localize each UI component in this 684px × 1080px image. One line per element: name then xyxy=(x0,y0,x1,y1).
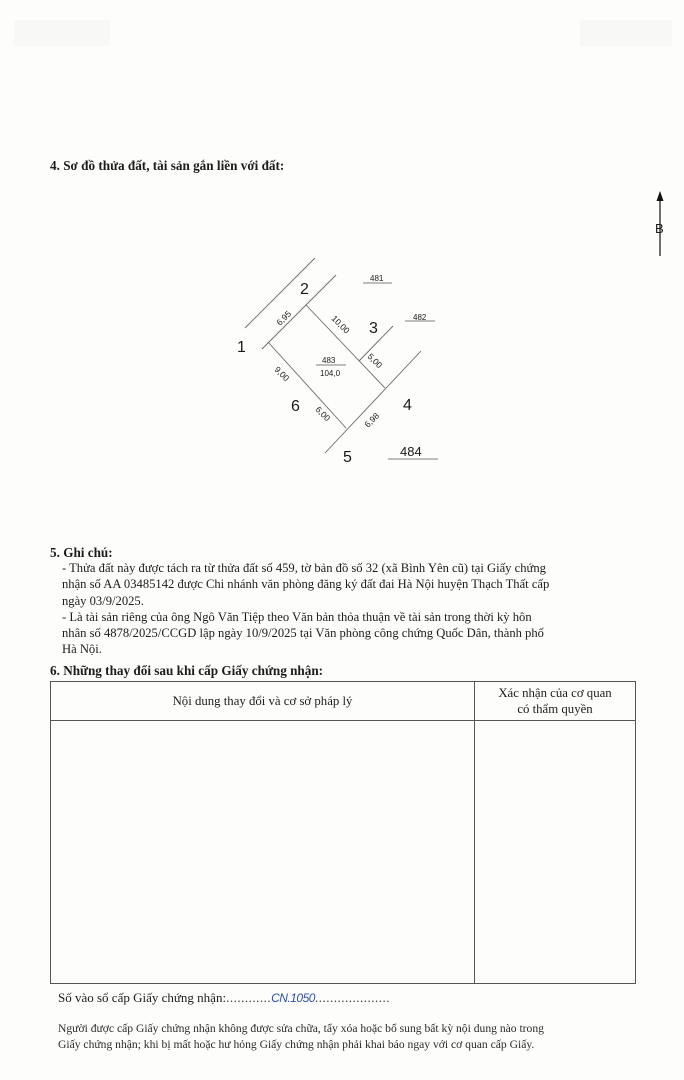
changes-content-cell xyxy=(51,721,475,984)
neighbor-482 xyxy=(405,313,435,322)
vertex-4: 4 xyxy=(403,397,412,414)
section-4-heading: 4. Sơ đồ thửa đất, tài sản gắn liền với đất: xyxy=(50,158,285,173)
warning-line-1: Người được cấp Giấy chứng nhận không được sửa chữa, tẩy xóa hoặc bổ sung bất kỳ nội dung nào trong xyxy=(58,1022,544,1035)
north-arrow-icon xyxy=(655,191,664,256)
note-2-line-3: Hà Nội. xyxy=(62,642,102,657)
col-header-confirmation-line-1: Xác nhận của cơ quan xyxy=(498,686,612,700)
changes-table xyxy=(50,681,636,984)
col-header-confirmation-line-2: có thẩm quyền xyxy=(517,702,593,716)
changes-confirmation-cell xyxy=(475,721,636,984)
edge-length-2-3: 10,00 xyxy=(329,313,352,336)
parcel-area: 104,0 xyxy=(320,369,341,378)
section-6-heading: 6. Những thay đổi sau khi cấp Giấy chứng nhận: xyxy=(50,663,324,678)
edge-length-1-2: 6,95 xyxy=(274,308,294,328)
notes-list xyxy=(50,560,650,658)
note-2-line-1: - Là tài sản riêng của ông Ngô Văn Tiệp theo Văn bản thỏa thuận về tài sản trong thời kỳ hôn xyxy=(62,609,532,624)
svg-text:482: 482 xyxy=(413,313,427,322)
registration-label: Số vào sổ cấp Giấy chứng nhận: xyxy=(58,990,227,1005)
note-2-line-2: nhân số 4878/2025/CCGD lập ngày 10/9/2025 tại Văn phòng công chứng Quốc Dân, thành phố xyxy=(62,626,544,641)
col-header-confirmation xyxy=(475,682,636,721)
parcel-id: 483 xyxy=(322,356,336,365)
edge-length-5-6: 6,00 xyxy=(313,404,333,424)
north-label: B xyxy=(655,221,664,236)
warning-line-2: Giấy chứng nhận; khi bị mất hoặc hư hỏng Giấy chứng nhận phải khai báo ngay với cơ quan cấp Giấy. xyxy=(58,1037,535,1051)
note-1-line-3: ngày 03/9/2025. xyxy=(62,593,144,608)
svg-text:484: 484 xyxy=(400,444,422,459)
changes-table-header xyxy=(51,682,636,721)
note-1-line-2: nhận số AA 03485142 được Chi nhánh văn phòng đăng ký đất đai Hà Nội huyện Thạch Thất cấp xyxy=(62,577,550,592)
registration-number-value: CN.1050 xyxy=(271,991,315,1005)
edge-length-3-4: 5,00 xyxy=(365,351,385,371)
land-parcel-diagram xyxy=(0,0,684,480)
note-1-line-1: - Thửa đất này được tách ra từ thửa đất số 459, tờ bản đồ số 32 (xã Bình Yên cũ) tại Giấy chứng xyxy=(62,561,546,575)
registration-number-line xyxy=(58,990,390,1006)
warning-notice xyxy=(58,1021,648,1052)
vertex-6: 6 xyxy=(291,398,300,415)
svg-text:481: 481 xyxy=(370,274,384,283)
neighbor-481 xyxy=(363,274,392,283)
col-header-content: Nội dung thay đổi và cơ sở pháp lý xyxy=(51,682,475,721)
dot-leader: .................... xyxy=(314,990,390,1005)
vertex-5: 5 xyxy=(343,449,352,466)
parcel-label xyxy=(316,356,346,378)
section-5-heading: 5. Ghi chú: xyxy=(50,545,113,560)
edge-length-6-1: 9,00 xyxy=(272,364,292,384)
vertex-3: 3 xyxy=(369,320,378,337)
vertex-1: 1 xyxy=(237,339,246,356)
neighbor-484 xyxy=(388,444,438,459)
vertex-2: 2 xyxy=(300,281,309,298)
edge-length-4-5: 6,98 xyxy=(362,410,382,430)
changes-table-empty-row xyxy=(51,721,636,984)
dot-leader: ............ xyxy=(226,990,272,1005)
